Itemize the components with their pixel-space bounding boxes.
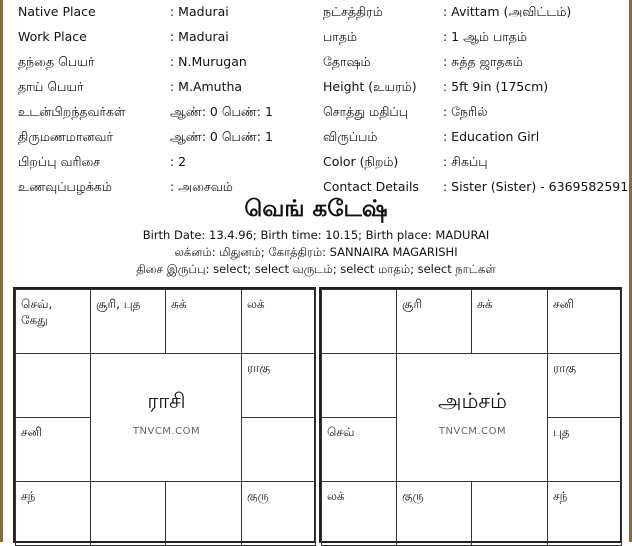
detail-label: தந்தை பெயர்	[18, 54, 95, 69]
amsam-chart	[319, 287, 622, 543]
detail-label: Height (உயரம்)	[323, 79, 417, 94]
detail-value: : 1 ஆம் பாதம்	[443, 29, 527, 44]
rasi-title: ராசி	[147, 389, 186, 413]
detail-label: Contact Details	[323, 179, 419, 194]
detail-value: : Education Girl	[443, 129, 540, 144]
amsam-title: அம்சம்	[438, 389, 507, 413]
lagnam-gothram: லக்னம்: மிதுனம்; கோத்திரம்: SANNAIRA MAGARISHI	[174, 245, 458, 259]
detail-label: Native Place	[18, 4, 96, 19]
detail-value: : N.Murugan	[170, 54, 247, 69]
detail-value: : Avittam (அவிட்டம்)	[443, 4, 572, 19]
detail-label: விருப்பம்	[323, 129, 378, 144]
amsam-house-cell: சந்	[547, 481, 622, 546]
amsam-house-cell: செவ்	[321, 417, 397, 482]
rasi-house-cell: சுக்	[165, 289, 242, 354]
detail-label: சொத்து மதிப்பு	[323, 104, 409, 119]
detail-value: : M.Amutha	[170, 79, 243, 94]
rasi-house-cell: சனி	[15, 417, 91, 482]
rasi-chart-center	[90, 353, 243, 481]
amsam-house-cell	[471, 481, 548, 546]
detail-label: Work Place	[18, 29, 87, 44]
rasi-house-cell	[165, 481, 242, 546]
amsam-house-cell: குரு	[396, 481, 472, 546]
detail-label: தோஷம்	[323, 54, 371, 69]
amsam-chart-center	[396, 353, 549, 481]
amsam-house-cell: ராகு	[547, 353, 622, 418]
amsam-house-cell	[321, 353, 397, 418]
detail-value: : Madurai	[170, 29, 229, 44]
amsam-house-cell: சூரி	[396, 289, 472, 354]
rasi-house-cell	[90, 481, 166, 546]
rasi-house-cell: லக்	[241, 289, 316, 354]
amsam-house-cell: லக்	[321, 481, 397, 546]
profile-name: வெங் கடேஷ்	[244, 196, 388, 222]
detail-label: பாதம்	[323, 29, 358, 44]
rasi-house-cell: குரு	[241, 481, 316, 546]
detail-value: : சிகப்பு	[443, 154, 488, 169]
detail-value: : 2	[170, 154, 187, 169]
detail-label: Color (நிறம்)	[323, 154, 399, 169]
rasi-house-cell: சூரி, புத	[90, 289, 166, 354]
amsam-house-cell: புத	[547, 417, 622, 482]
amsam-house-cell	[321, 289, 397, 354]
dasa-balance: திசை இருப்பு: select; select வருடம்; select மாதம்; select நாட்கள்	[136, 262, 496, 276]
detail-value: : அசைவம்	[170, 179, 233, 194]
rasi-house-cell	[15, 353, 91, 418]
detail-label: உணவுப்பழக்கம்	[18, 179, 112, 194]
detail-value: ஆண்: 0 பெண்: 1	[170, 104, 273, 119]
birth-details: Birth Date: 13.4.96; Birth time: 10.15; Birth place: MADURAI	[142, 228, 490, 242]
rasi-house-cell: ராகு	[241, 353, 316, 418]
detail-label: தாய் பெயர்	[18, 79, 84, 94]
amsam-house-cell: சனி	[547, 289, 622, 354]
detail-value: ஆண்: 0 பெண்: 1	[170, 129, 273, 144]
watermark-text: TNVCM.COM	[132, 426, 201, 437]
detail-value: : சுத்த ஜாதகம்	[443, 54, 523, 69]
detail-value: : Madurai	[170, 4, 229, 19]
detail-label: நட்சத்திரம்	[323, 4, 383, 19]
rasi-chart	[13, 287, 316, 543]
detail-label: உடன்பிறந்தவர்கள்	[18, 104, 126, 119]
rasi-house-cell	[241, 417, 316, 482]
watermark-text: TNVCM.COM	[438, 426, 507, 437]
amsam-house-cell: சுக்	[471, 289, 548, 354]
detail-label: திருமணமானவர்	[18, 129, 113, 144]
detail-value: : Sister (Sister) - 6369582591	[443, 179, 629, 194]
detail-value: : 5ft 9in (175cm)	[443, 79, 549, 94]
rasi-house-cell: சந்	[15, 481, 91, 546]
detail-value: : நேரில்	[443, 104, 488, 119]
rasi-house-cell: செவ், கேது	[15, 289, 91, 354]
detail-label: பிறப்பு வரிசை	[18, 154, 101, 169]
